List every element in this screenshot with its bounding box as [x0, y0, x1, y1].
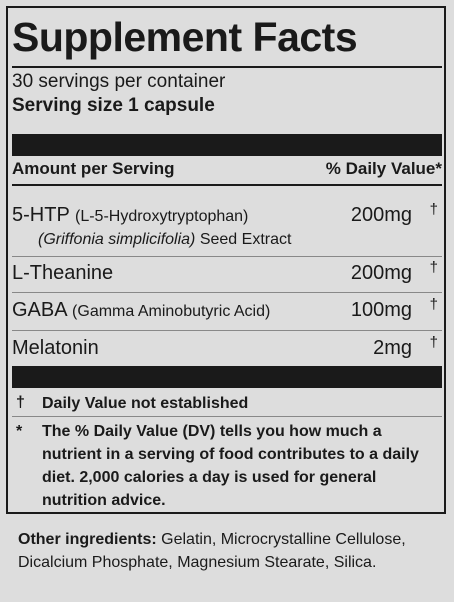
- dagger-mark: †: [429, 296, 438, 313]
- ingredient-name: L-Theanine: [12, 262, 114, 284]
- serving-size: Serving size 1 capsule: [12, 95, 215, 116]
- footnote-divider: [12, 416, 442, 417]
- header-rule: [12, 184, 442, 186]
- ingredient-source: [38, 230, 291, 250]
- ingredient-name: Melatonin: [12, 337, 99, 359]
- daily-value-footnote-text: The % Daily Value (DV) tells you how much a nutrient in a serving of food contributes to a daily diet. 2,000 calories a day is used for general nutrition advice.: [42, 423, 419, 509]
- other-ingredients-label: Other ingredients:: [18, 531, 157, 548]
- title-rule: [12, 66, 442, 68]
- ingredient-row-l-theanine: [12, 261, 113, 285]
- row-divider: [12, 256, 442, 257]
- top-thick-bar: [12, 134, 442, 156]
- dagger-mark: †: [429, 259, 438, 276]
- ingredient-detail: (Gamma Aminobutyric Acid): [72, 303, 271, 320]
- ingredient-row-gaba: [12, 298, 270, 324]
- ingredient-amount: 200mg: [350, 262, 412, 284]
- ingredient-amount: 100mg: [350, 299, 412, 321]
- amount-per-serving-header: Amount per Serving: [12, 159, 175, 178]
- source-species: (Griffonia simplicifolia): [38, 231, 196, 248]
- ingredient-row-5htp: [12, 203, 248, 229]
- ingredient-amount: 200mg: [350, 204, 412, 226]
- dagger-mark: †: [429, 334, 438, 351]
- dagger-footnote-text: Daily Value not established: [42, 395, 249, 412]
- label-title: Supplement Facts: [12, 14, 358, 60]
- servings-per-container: 30 servings per container: [12, 71, 226, 92]
- dagger-footnote-symbol: †: [16, 394, 25, 411]
- source-part: Seed Extract: [199, 231, 292, 248]
- row-divider: [12, 292, 442, 293]
- ingredient-name: GABA: [12, 299, 67, 321]
- ingredient-name: 5-HTP: [12, 204, 70, 226]
- daily-value-header: % Daily Value*: [325, 159, 442, 178]
- other-ingredients: [18, 528, 428, 574]
- other-ingredients-text: Gelatin, Microcrystalline Cellulose, Dicalcium Phosphate, Magnesium Stearate, Silica.: [18, 531, 406, 571]
- bottom-thick-bar: [12, 366, 442, 388]
- dagger-mark: †: [429, 201, 438, 218]
- star-footnote-symbol: *: [16, 423, 23, 440]
- ingredient-detail: (L-5-Hydroxytryptophan): [74, 208, 249, 225]
- ingredient-amount: 2mg: [373, 337, 412, 359]
- row-divider: [12, 330, 442, 331]
- ingredient-row-melatonin: [12, 336, 99, 360]
